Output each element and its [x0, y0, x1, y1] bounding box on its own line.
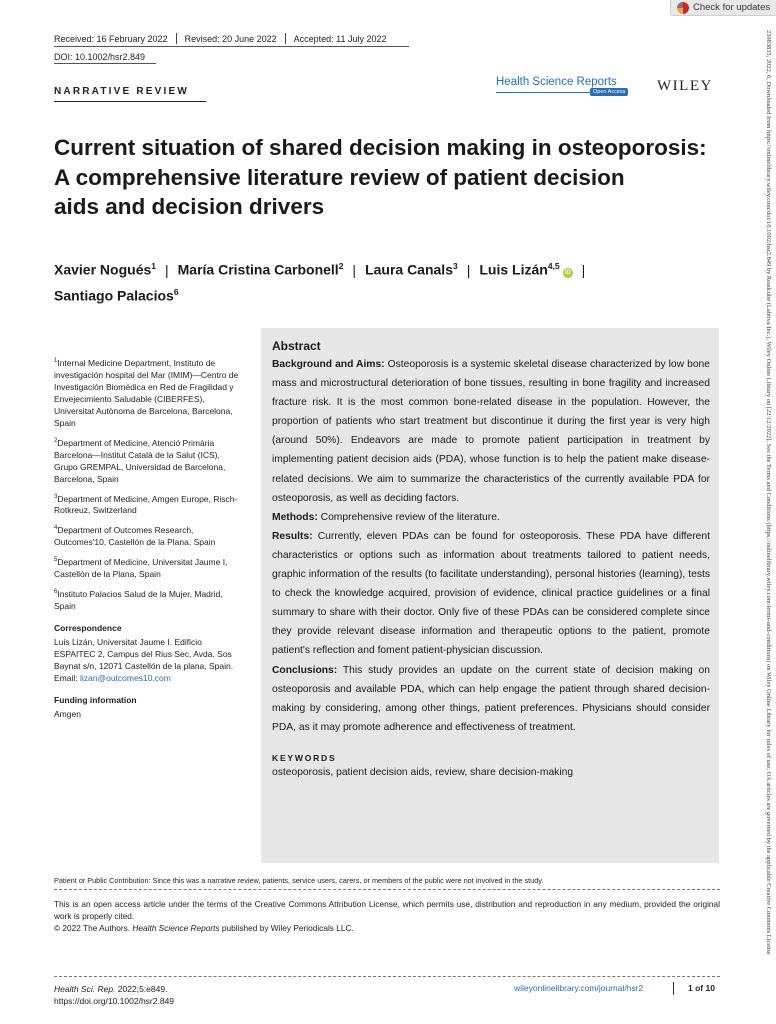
conclusions-label: Conclusions: [272, 664, 338, 676]
article-type-rule [54, 101, 206, 102]
email-link[interactable]: lizan@outcomes10.com [80, 672, 171, 683]
affiliation-text: Department of Medicine, Amgen Europe, Risch-Rotkreuz, Switzerland [54, 493, 238, 516]
background-label: Background and Aims: [272, 359, 385, 370]
received-date: Received: 16 February 2022 [54, 33, 168, 44]
divider [176, 33, 177, 44]
doi-rule [54, 63, 156, 64]
article-doi: DOI: 10.1002/hsr2.849 [54, 52, 146, 62]
accepted-date: Accepted: 11 July 2022 [293, 33, 387, 44]
revised-date: Revised: 20 June 2022 [184, 33, 277, 44]
affiliation [54, 491, 244, 517]
footer-divider [673, 982, 674, 995]
copyright-suffix: published by Wiley Periodicals LLC. [221, 922, 354, 933]
affiliation-number: 4 [54, 525, 58, 532]
side-download-text: 23983835, 2022, 6, Downloaded from https://onlinelibrary.wiley.com/doi/10.1002/hsr2.849 by Readcube (Labtiva Inc.), Wiley Online Library on [22/12/2022]. See the Terms and Conditions (https://onlinelibrary.wiley.com/terms-and-conditions) on Wiley Online Library for rules of use; OA articles are governed by the applicable Creative Commons License [765, 30, 772, 955]
affiliation-number: 5 [54, 557, 58, 564]
methods-text: Comprehensive review of the literature. [320, 511, 500, 523]
open-access-badge: Open Access [590, 88, 628, 96]
copyright-line [54, 923, 720, 935]
affiliation [54, 355, 244, 429]
abstract-methods [272, 508, 710, 527]
citation-line [54, 983, 174, 995]
abstract-conclusions [272, 661, 710, 737]
abstract-background [272, 355, 710, 508]
page-number: 1 of 10 [688, 983, 715, 993]
affiliation-text: Internal Medicine Department, Instituto de investigación hospital del Mar (IMIM)—Centro de Investigación Biomédica en Red de Fragilidad y Envejecimiento Saludable (CIBERFES), Universitat Autònoma de Barcelona, Barcelona, Spain [54, 357, 239, 428]
title-line: aids and decision drivers [54, 194, 325, 219]
funding-heading: Funding information [54, 694, 137, 705]
copyright-prefix: © 2022 The Authors. [54, 922, 131, 933]
abstract-results [272, 527, 710, 661]
author-name[interactable]: María Cristina Carbonell [177, 261, 339, 278]
license-text: This is an open access article under the terms of the Creative Commons Attribution License, which permits use, distribution and reproduction in any medium, provided the original work is properly cited. [54, 899, 720, 921]
journal-url-link[interactable]: wileyonlinelibrary.com/journal/hsr2 [514, 983, 644, 993]
affiliation-text: Department of Medicine, Universitat Jaume I, Castellón de la Plana, Spain [54, 557, 228, 580]
author-affiliation-sup: 1 [151, 261, 156, 271]
funding-text: Amgen [54, 708, 81, 719]
affiliation [54, 522, 244, 548]
license-notice [54, 899, 720, 934]
methods-label: Methods: [272, 511, 318, 523]
orcid-icon[interactable]: iD [564, 269, 571, 276]
side-download-notice [762, 30, 772, 1020]
conclusions-text: This study provides an update on the current state of decision making on osteoporosis and available PDA, which can help engage the patient through shared decision-making by considering, among other things, patient preferences. Physicians should consider PDA, as it may promote adherence and effectiveness of treatment. [272, 664, 710, 733]
author-name[interactable]: Laura Canals [365, 261, 453, 278]
author-separator: | [165, 261, 169, 278]
article-title [54, 133, 707, 222]
crossmark-icon [677, 2, 689, 14]
article-type: NARRATIVE REVIEW [54, 86, 190, 97]
author-name[interactable]: Luis Lizán [479, 261, 548, 278]
abstract-box [261, 328, 719, 863]
check-for-updates-button[interactable] [670, 0, 776, 16]
author-affiliation-sup: 6 [173, 286, 179, 297]
affiliation-number: 1 [54, 358, 58, 364]
author-separator: | [352, 261, 357, 278]
results-text: Currently, eleven PDAs can be found for osteoporosis. These PDA have different characteristics or options such as information about treatments tailored to patient needs, graphic information of the results (to facilitate understanding), personal histories (learning), tests to check the knowledge acquired, provision of evidence, clinical practice guidelines or a final summary to share with their doctor. Only five of these PDAs can be considered complete since they provide relevant disease information and therapeutic options to the patient, promote patient's reflection and foment patient-physician discussion. [272, 530, 710, 657]
affiliation-text: Instituto Palacios Salud de la Mujer, Madrid, Spain [54, 588, 223, 611]
title-line: A comprehensive literature review of patient decision [54, 164, 625, 190]
affiliation-text: Department of Outcomes Research, Outcomes'10, Castellón de la Plana, Spain [54, 525, 216, 548]
check-for-updates-label: Check for updates [693, 2, 771, 13]
email-label: Email: [54, 672, 78, 683]
author-name[interactable]: Xavier Nogués [54, 261, 152, 278]
author-list [54, 255, 724, 306]
abstract-heading: Abstract [272, 339, 321, 353]
author-separator: | [466, 261, 471, 278]
doi-link[interactable]: https://doi.org/10.1002/hsr2.849 [54, 996, 175, 1006]
divider [285, 33, 286, 44]
affiliation-text: Department of Medicine, Atenció Primària Barcelona—Institut Català de la Salut (ICS), Grupo GREMPAL, Universidad de Barcelona, Barcelona, Spain [54, 437, 226, 484]
dashed-divider [54, 889, 720, 890]
results-label: Results: [272, 530, 313, 542]
affiliation [54, 586, 244, 612]
author-affiliation-sup: 4,5 [547, 261, 560, 271]
correspondence-heading: Correspondence [54, 622, 122, 633]
author-separator: | [581, 261, 586, 278]
copyright-journal: Health Science Reports [132, 922, 220, 933]
background-text: Osteoporosis is a systemic skeletal disease characterized by low bone mass and microstructural deterioration of bone tissues, resulting in bone fragility and increased fracture risk. It is the most common bone-related disease in the population. However, the proportion of patients who start treatment but discontinue it during the first year is very high (around 50%). Endeavors are made to promote patient participation in treatment by implementing patient decision aids (PDA), whose function is to help the patient make disease-related decisions. We aim to summarize the characteristics of the currently available PDA for osteoporosis, as well as deciding factors. [272, 359, 710, 504]
title-line: Current situation of shared decision making in osteoporosis: [54, 135, 707, 160]
affiliation [54, 435, 244, 485]
footer-citation [54, 983, 174, 1007]
keywords-text: osteoporosis, patient decision aids, review, share decision-making [272, 766, 574, 778]
author-name[interactable]: Santiago Palacios [54, 287, 174, 304]
affiliation-number: 6 [54, 589, 58, 596]
affiliations-column [54, 355, 244, 720]
correspondence-email-row [54, 672, 244, 684]
author-affiliation-sup: 2 [338, 261, 344, 271]
header-rule [54, 46, 409, 47]
affiliation [54, 554, 244, 580]
author-affiliation-sup: 3 [453, 261, 458, 271]
dashed-divider [54, 976, 720, 977]
affiliation-number: 2 [54, 437, 58, 444]
affiliation-number: 3 [54, 493, 58, 500]
publisher-logo: WILEY [657, 78, 713, 94]
journal-name-link[interactable]: Health Science Reports [496, 76, 617, 88]
citation-volume: 2022;5:e849. [117, 984, 168, 994]
citation-journal: Health Sci. Rep. [54, 984, 116, 994]
public-contribution-note: Patient or Public Contribution: Since this was a narrative review, patients, service users, carers, or members of the public were not involved in the study. [54, 876, 544, 885]
keywords-heading: KEYWORDS [272, 752, 337, 763]
article-dates [54, 33, 387, 44]
correspondence-text: Luis Lizán, Universitat Jaume I. Edificio ESPAITEC 2, Campus del Rius Sec, Avda. Sos Baynat s/n, 12071 Castellón de la plana, Spain. [54, 636, 234, 671]
